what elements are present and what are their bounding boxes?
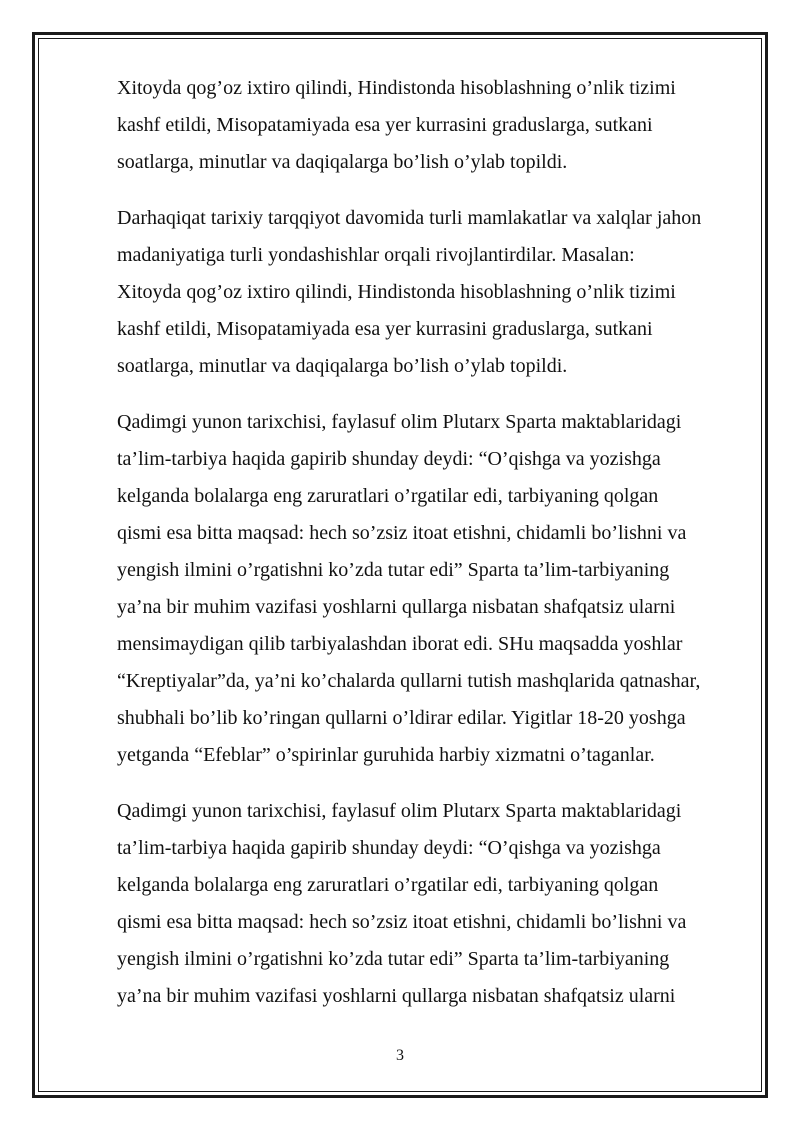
text-line: shubhali bo’lib ko’ringan qullarni o’ldirar edilar. Yigitlar 18-20 yoshga: [117, 707, 686, 729]
paragraph: [117, 200, 745, 385]
paragraph: [117, 70, 745, 181]
text-line: Qadimgi yunon tarixchisi, faylasuf olim Plutarx Sparta maktablaridagi: [117, 800, 682, 822]
text-line: mensimaydigan qilib tarbiyalashdan iborat edi. SHu maqsadda yoshlar: [117, 633, 683, 655]
paragraph: [117, 793, 745, 1015]
text-line: kelganda bolalarga eng zaruratlari o’rgatilar edi, tarbiyaning qolgan: [117, 874, 659, 896]
text-line: ta’lim-tarbiya haqida gapirib shunday deydi: “O’qishga va yozishga: [117, 448, 661, 470]
text-line: yengish ilmini o’rgatishni ko’zda tutar edi” Sparta ta’lim-tarbiyaning: [117, 559, 670, 581]
text-line: soatlarga, minutlar va daqiqalarga bo’lish o’ylab topildi.: [117, 355, 568, 377]
text-line: soatlarga, minutlar va daqiqalarga bo’lish o’ylab topildi.: [117, 151, 568, 173]
page-number: 3: [396, 1047, 404, 1064]
text-line: ta’lim-tarbiya haqida gapirib shunday deydi: “O’qishga va yozishga: [117, 837, 661, 859]
text-line: ya’na bir muhim vazifasi yoshlarni qullarga nisbatan shafqatsiz ularni: [117, 596, 676, 618]
text-line: “Kreptiyalar”da, ya’ni ko’chalarda qullarni tutish mashqlarida qatnashar,: [117, 670, 701, 692]
text-line: madaniyatiga turli yondashishlar orqali rivojlantirdilar. Masalan:: [117, 244, 635, 266]
document-body: [117, 70, 745, 1034]
text-line: kashf etildi, Misopatamiyada esa yer kurrasini graduslarga, sutkani: [117, 114, 653, 136]
text-line: yetganda “Efeblar” o’spirinlar guruhida harbiy xizmatni o’taganlar.: [117, 744, 655, 766]
text-line: qismi esa bitta maqsad: hech so’zsiz itoat etishni, chidamli bo’lishni va: [117, 522, 687, 544]
text-line: Darhaqiqat tarixiy tarqqiyot davomida turli mamlakatlar va xalqlar jahon: [117, 207, 702, 229]
text-line: qismi esa bitta maqsad: hech so’zsiz itoat etishni, chidamli bo’lishni va: [117, 911, 687, 933]
text-line: ya’na bir muhim vazifasi yoshlarni qullarga nisbatan shafqatsiz ularni: [117, 985, 676, 1007]
text-line: Xitoyda qog’oz ixtiro qilindi, Hindistonda hisoblashning o’nlik tizimi: [117, 77, 676, 99]
text-line: Xitoyda qog’oz ixtiro qilindi, Hindistonda hisoblashning o’nlik tizimi: [117, 281, 676, 303]
text-line: kelganda bolalarga eng zaruratlari o’rgatilar edi, tarbiyaning qolgan: [117, 485, 659, 507]
text-line: yengish ilmini o’rgatishni ko’zda tutar edi” Sparta ta’lim-tarbiyaning: [117, 948, 670, 970]
text-line: Qadimgi yunon tarixchisi, faylasuf olim Plutarx Sparta maktablaridagi: [117, 411, 682, 433]
text-line: kashf etildi, Misopatamiyada esa yer kurrasini graduslarga, sutkani: [117, 318, 653, 340]
paragraph: [117, 404, 745, 774]
